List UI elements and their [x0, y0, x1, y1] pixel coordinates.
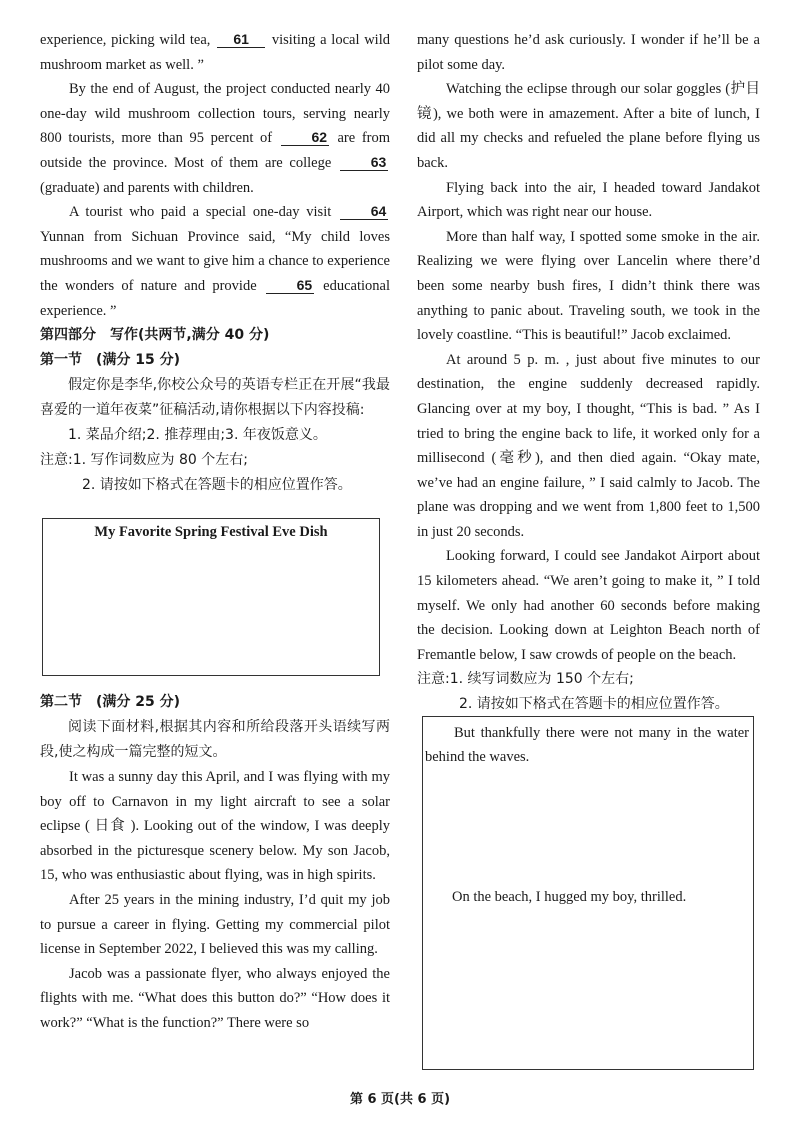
blank-62: 62: [281, 129, 329, 146]
writing-box-1: [42, 518, 380, 676]
story-paragraph-9: Looking forward, I could see Jandakot Airport about 15 kilometers ahead. “We aren’t going to make it, ” I told myself. We only had another 60 seconds before making the decision. Looking down at Leighton Beach north of Fremantle below, I saw crowds of people on the beach.: [417, 548, 760, 663]
story-paragraph-5: Watching the eclipse through our solar goggles (护目镜), we both were in amazement. After a bite of lunch, I did all my checks and refueled the plane before flying us back.: [417, 81, 760, 171]
passage-paragraph-3: A tourist who paid a special one-day visit 64 Yunnan from Sichuan Province said, “My child loves mushrooms and we want to give him a chance to experience the wonders of nature and provide 65 educational experience. ”: [40, 203, 391, 319]
section2-note-1: 注意:1. 续写词数应为 150 个左右;: [417, 671, 634, 688]
blank-63: 63: [340, 154, 388, 171]
page-footer: 第 6 页(共 6 页): [349, 1092, 451, 1107]
story-paragraph-1: It was a sunny day this April, and I was flying with my boy off to Carnavon in my light aircraft to see a solar eclipse ( 日食 ). Looking out of the window, I was deeply absorbed in the picturesque scenery below. My son Jacob, 15, who was enthusiastic about flying, was in high spirits.: [40, 769, 390, 884]
section2-heading: 第二节 (满分 25 分): [40, 694, 181, 710]
continuation-opening-2: On the beach, I hugged my boy, thrilled.: [452, 889, 687, 905]
section1-prompt: 假定你是李华,你校公众号的英语专栏正在开展“我最喜爱的一道年夜菜”征稿活动,请你根据以下内容投稿:: [40, 377, 390, 419]
story-paragraph-3: Jacob was a passionate flyer, who always enjoyed the flights with me. “What does this button do?” “How does it work?” “What is the function?” There were so: [40, 965, 390, 1031]
story-paragraph-8: At around 5 p. m. , just about five minutes to our destination, the engine suddenly decreased rapidly. Glancing over at my boy, I thought, “This is bad. ” As I tried to bring the engine back to life, it worked only for a millisecond (毫秒), and then died again. “Okay mate, we’ve had an engine failure, ” I said calmly to Jacob. The plane was dropping and we went from 1,800 feet to 1,500 in just 20 seconds.: [417, 351, 760, 540]
story-paragraph-6: Flying back into the air, I headed toward Jandakot Airport, which was right near our house.: [417, 179, 760, 221]
section1-note-1: 注意:1. 写作词数应为 80 个左右;: [40, 452, 248, 469]
story-paragraph-2: After 25 years in the mining industry, I’d quit my job to pursue a career in flying. Getting my commercial pilot license in September 2022, I believed this was my calling.: [40, 891, 390, 958]
story-paragraph-7: More than half way, I spotted some smoke in the air. Realizing we were flying over Lancelin where there’d been some nearby bush fires, I didn’t think there was anything to panic about. Traveling south, we took in the lovely coastline. “This is beautiful!” Jacob exclaimed.: [417, 228, 760, 344]
section1-heading: 第一节 (满分 15 分): [40, 352, 181, 369]
left-column: [40, 28, 390, 498]
section1-note-2: 2. 请按如下格式在答题卡的相应位置作答。: [82, 477, 352, 494]
blank-61: 61: [217, 31, 265, 48]
blank-65: 65: [266, 277, 314, 294]
writing-box-1-title: My Favorite Spring Festival Eve Dish: [94, 524, 328, 540]
part4-heading: 第四部分 写作(共两节,满分 40 分): [40, 327, 270, 344]
continuation-opening-1: But thankfully there were not many in the water behind the waves.: [425, 725, 749, 765]
section1-points: 1. 菜品介绍;2. 推荐理由;3. 年夜饭意义。: [68, 427, 327, 444]
section2-prompt: 阅读下面材料,根据其内容和所给段落开头语续写两段,使之构成一篇完整的短文。: [40, 719, 390, 760]
left-column-lower: [40, 690, 390, 1036]
blank-64: 64: [340, 203, 388, 220]
writing-box-2: [422, 716, 754, 1070]
passage-paragraph-2: By the end of August, the project conducted nearly 40 one-day wild mushroom collection tours, serving nearly 800 tourists, more than 95 percent of 62 are from outside the province. Most of them are college 63 (graduate) and parents with children.: [40, 81, 391, 196]
right-column: [417, 28, 760, 717]
story-paragraph-4: many questions he’d ask curiously. I wonder if he’ll be a pilot some day.: [417, 32, 760, 73]
section2-note-2: 2. 请按如下格式在答题卡的相应位置作答。: [459, 696, 729, 713]
passage-paragraph-1: experience, picking wild tea, 61 visiting a local wild mushroom market as well. ”: [40, 31, 390, 73]
